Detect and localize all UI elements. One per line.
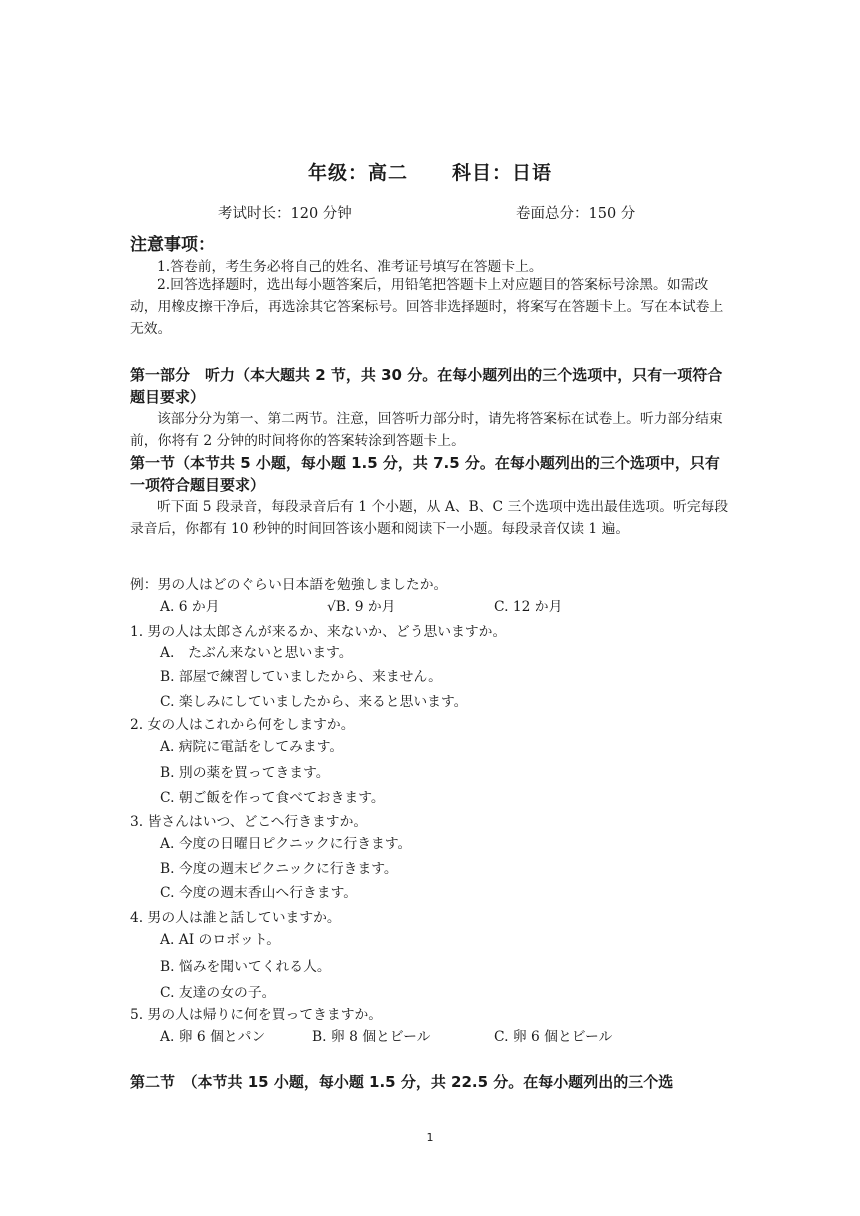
question-2-option-a: A. 病院に電話をしてみます。 — [160, 739, 344, 755]
section1-intro: 听下面 5 段录音，每段录音后有 1 个小题，从 A、B、C 三个选项中选出最佳选项。听完每段录音后，你都有 10 秒钟的时间回答该小题和阅读下一小题。每段录音仅读 1 遍。 — [130, 499, 729, 537]
example-option-a: A. 6 か月 — [160, 599, 220, 615]
question-2-option-b: B. 別の薬を買ってきます。 — [160, 765, 330, 781]
question-5-option-c: C. 卵 6 個とビール — [494, 1029, 613, 1045]
page-number: 1 — [426, 1131, 434, 1144]
notice-item-2: 2.回答选择题时，选出每小题答案后，用铅笔把答题卡上对应题目的答案标号涂黑。如需改动，用橡皮擦干净后，再选涂其它答案标号。回答非选择题时，将案写在答题卡上。写在本试卷上无效。 — [130, 277, 724, 337]
question-3-option-b: B. 今度の週末ピクニックに行きます。 — [160, 861, 398, 877]
question-1-option-c: C. 楽しみにしていましたから、来ると思います。 — [160, 694, 468, 710]
question-3: 3. 皆さんはいつ、どこへ行きますか。 — [130, 814, 368, 830]
question-4-option-a: A. AI のロボット。 — [160, 932, 281, 948]
question-5-option-b: B. 卵 8 個とビール — [312, 1029, 431, 1045]
question-2-option-c: C. 朝ご飯を作って食べておきます。 — [160, 790, 385, 806]
question-1-option-a: A. たぶん来ないと思います。 — [160, 645, 353, 661]
question-3-option-a: A. 今度の日曜日ピクニックに行きます。 — [160, 836, 412, 852]
example-option-c: C. 12 か月 — [494, 599, 563, 615]
question-1: 1. 男の人は太郎さんが来るか、来ないか、どう思いますか。 — [130, 624, 507, 640]
example-question: 例：男の人はどのぐらい日本語を勉強しましたか。 — [130, 577, 448, 593]
question-2: 2. 女の人はこれから何をしますか。 — [130, 717, 355, 733]
question-4-option-b: B. 悩みを聞いてくれる人。 — [160, 959, 331, 975]
subject-label: 科目：日语 — [452, 162, 553, 184]
question-1-option-b: B. 部屋で練習していましたから、来ません。 — [160, 669, 442, 685]
exam-duration: 考试时长：120 分钟 — [218, 206, 352, 222]
exam-title — [0, 158, 860, 185]
part1-heading: 第一部分 听力（本大题共 2 节，共 30 分。在每小题列出的三个选项中，只有一项符合题目要求） — [130, 366, 723, 406]
question-3-option-c: C. 今度の週末香山へ行きます。 — [160, 885, 358, 901]
question-4: 4. 男の人は誰と話していますか。 — [130, 910, 341, 926]
grade-label: 年级：高二 — [307, 162, 408, 184]
section1-heading: 第一节（本节共 5 小题，每小题 1.5 分，共 7.5 分。在每小题列出的三个选项中，只有一项符合题目要求） — [130, 454, 720, 494]
notice-item-1: 1.答卷前，考生务必将自己的姓名、准考证号填写在答题卡上。 — [157, 259, 543, 275]
question-4-option-c: C. 友達の女の子。 — [160, 985, 276, 1001]
example-option-b: √B. 9 か月 — [327, 599, 396, 615]
question-5-option-a: A. 卵 6 個とパン — [160, 1029, 266, 1045]
question-5: 5. 男の人は帰りに何を買ってきますか。 — [130, 1007, 383, 1023]
section2-heading: 第二节 （本节共 15 小题，每小题 1.5 分，共 22.5 分。在每小题列出的三个选 — [130, 1073, 674, 1091]
exam-total-score: 卷面总分：150 分 — [516, 206, 636, 222]
notice-heading: 注意事项： — [130, 235, 215, 255]
part1-intro: 该部分分为第一、第二两节。注意，回答听力部分时，请先将答案标在试卷上。听力部分结束前，你将有 2 分钟的时间将你的答案转涂到答题卡上。 — [130, 411, 723, 449]
